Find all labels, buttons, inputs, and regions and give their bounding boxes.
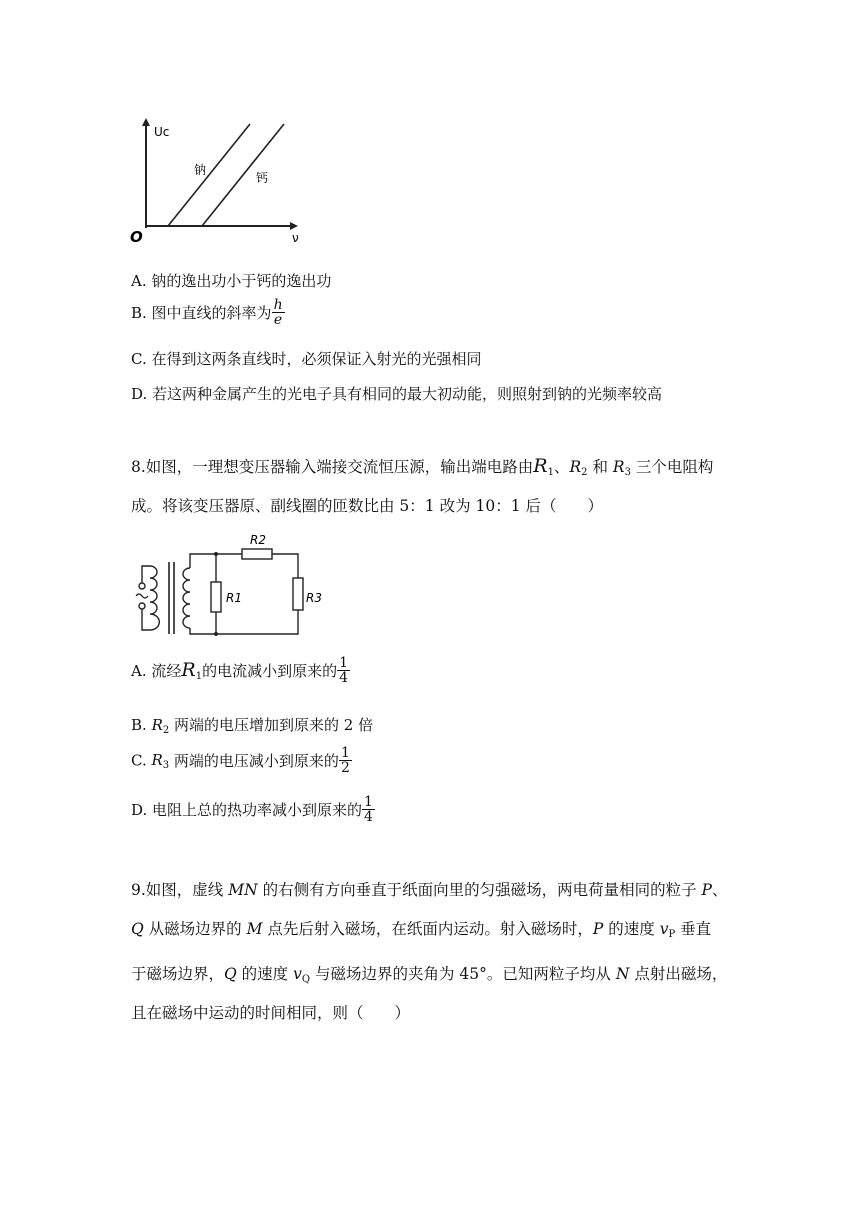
resistor-r1-symbol xyxy=(181,659,202,681)
q8-stem-text-2: 成。将该变压器原、副线圈的匝数比由 5：1 改为 10：1 后（ ） xyxy=(131,497,604,515)
q8-option-c xyxy=(131,746,352,775)
r-subscript: 2 xyxy=(162,725,170,736)
q7-option-b-text: B. 图中直线的斜率为 xyxy=(131,304,272,322)
fraction-numerator: h xyxy=(273,297,283,313)
primary-coil xyxy=(150,566,159,630)
q8-option-c-label: C. xyxy=(131,751,152,770)
q9-particle-q: Q xyxy=(131,920,144,938)
q8-option-d-text: D. 电阻上总的热功率减小到原来的 xyxy=(131,801,363,819)
r2-label: R2 xyxy=(250,533,266,547)
r-subscript: 3 xyxy=(624,467,631,478)
q7-option-a xyxy=(131,270,331,291)
junction-dot-top xyxy=(214,552,218,556)
q8-option-a-text-2: 的电流减小到原来的 xyxy=(202,662,338,680)
q8-option-b-label: B. xyxy=(131,716,152,734)
q9-velocity-p xyxy=(660,920,676,938)
r-subscript: 2 xyxy=(581,467,588,478)
q8-option-a xyxy=(131,656,350,685)
q8-separator: 、 xyxy=(553,458,570,476)
v-subscript: Q xyxy=(301,974,311,985)
y-axis-label: Uc xyxy=(154,125,170,139)
r-letter: R xyxy=(151,750,163,769)
fraction-numerator: 1 xyxy=(339,655,348,671)
q7-option-d-text: D. 若这两种金属产生的光电子具有相同的最大初动能，则照射到钠的光频率较高 xyxy=(131,385,663,403)
q9-particle-q: Q xyxy=(224,965,237,983)
q9-point-n: N xyxy=(615,965,630,983)
junction-dot-bottom xyxy=(214,632,218,636)
q9-text: 9.如图，虚线 xyxy=(131,881,229,899)
source-terminal-bottom xyxy=(139,603,145,609)
stopping-voltage-graph xyxy=(128,118,308,246)
resistor-r2-symbol xyxy=(152,716,170,734)
r3-label: R3 xyxy=(306,591,322,605)
q8-option-c-text: 两端的电压减小到原来的 xyxy=(169,752,339,770)
r-subscript: 1 xyxy=(547,467,554,478)
y-axis-arrow xyxy=(142,118,150,126)
q8-stem-text: 8.如图，一理想变压器输入端接交流恒压源，输出端电路由 xyxy=(131,458,534,476)
secondary-bottom-wire xyxy=(190,610,298,634)
x-axis-label: ν xyxy=(292,231,299,245)
fraction-denominator: 4 xyxy=(339,670,348,686)
r-letter: R xyxy=(181,659,196,681)
q8-option-a-fraction xyxy=(337,656,350,685)
resistor-r1-symbol xyxy=(533,455,554,477)
q7-option-b xyxy=(131,298,285,327)
q8-option-b xyxy=(131,714,373,736)
q9-point-m: M xyxy=(246,920,263,938)
q9-text: 且在磁场中运动的时间相同，则（ ） xyxy=(131,1004,411,1022)
resistor-r3-symbol xyxy=(151,751,169,769)
sodium-label: 钠 xyxy=(194,163,207,177)
q9-stem-line-4 xyxy=(131,1001,410,1023)
fraction-denominator: e xyxy=(273,312,283,328)
q8-option-c-fraction xyxy=(339,746,352,775)
source-tilde xyxy=(136,594,148,598)
fraction-numerator: 1 xyxy=(340,745,350,761)
fraction-denominator: 2 xyxy=(340,760,350,776)
r-letter: R xyxy=(151,716,163,734)
resistor-r3-symbol xyxy=(613,458,631,476)
transformer-circuit-diagram xyxy=(128,530,338,644)
v-subscript: P xyxy=(668,929,676,940)
sodium-line xyxy=(168,124,250,226)
v-letter: v xyxy=(293,965,302,983)
q9-text: 从磁场边界的 xyxy=(143,920,247,938)
v-letter: v xyxy=(659,920,669,938)
q9-text: 的速度 xyxy=(236,965,294,983)
resistor-r1 xyxy=(211,582,221,612)
r-subscript: 1 xyxy=(195,671,203,682)
q8-option-d-fraction xyxy=(362,795,375,824)
r-letter: R xyxy=(569,458,582,476)
r2-right-wire xyxy=(272,554,298,578)
q9-text: 、 xyxy=(711,881,728,899)
secondary-coil xyxy=(183,568,190,628)
source-terminal-top xyxy=(139,583,145,589)
q9-mn: MN xyxy=(228,881,258,899)
q9-text: 垂直 xyxy=(675,920,712,938)
q8-option-d xyxy=(131,795,375,824)
q9-stem-line-1 xyxy=(131,878,727,900)
calcium-label: 钙 xyxy=(256,171,269,185)
x-axis-arrow xyxy=(290,222,298,230)
r-subscript: 3 xyxy=(162,759,170,771)
q9-text: 的速度 xyxy=(603,920,660,938)
r-letter: R xyxy=(533,455,548,477)
resistor-r2 xyxy=(242,549,272,559)
r-letter: R xyxy=(612,458,625,476)
q8-option-b-text: 两端的电压增加到原来的 2 倍 xyxy=(169,716,374,734)
q8-conjunction: 和 xyxy=(587,458,613,476)
q9-particle-p: P xyxy=(592,920,604,938)
q8-stem-text-end: 三个电阻构 xyxy=(630,458,714,476)
fraction-numerator: 1 xyxy=(364,794,373,810)
q9-particle-p: P xyxy=(701,881,712,899)
q8-stem-line-2 xyxy=(131,494,603,516)
q9-text: 与磁场边界的夹角为 45°。已知两粒子均从 xyxy=(310,965,616,983)
q7-option-d xyxy=(131,383,662,404)
resistor-r3 xyxy=(293,578,303,610)
q7-option-b-fraction xyxy=(272,298,285,327)
q8-option-a-text: A. 流经 xyxy=(131,662,182,680)
resistor-r2-symbol xyxy=(570,458,588,476)
q7-option-c-text: C. 在得到这两条直线时，必须保证入射光的光强相同 xyxy=(131,350,482,368)
r1-label: R1 xyxy=(226,591,242,605)
q9-stem-line-3 xyxy=(131,962,727,985)
q9-text: 的右侧有方向垂直于纸面向里的匀强磁场，两电荷量相同的粒子 xyxy=(257,881,702,899)
q9-text: 于磁场边界， xyxy=(131,965,225,983)
q9-text: 点射出磁场， xyxy=(629,965,728,983)
q9-stem-line-2 xyxy=(131,917,711,940)
q7-option-c xyxy=(131,348,481,369)
origin-label: O xyxy=(130,228,143,246)
q8-stem-line-1 xyxy=(131,455,713,478)
q9-text: 点先后射入磁场，在纸面内运动。射入磁场时， xyxy=(262,920,593,938)
q9-velocity-q xyxy=(293,965,310,983)
fraction-denominator: 4 xyxy=(364,809,373,825)
calcium-line xyxy=(202,124,284,226)
q7-option-a-text: A. 钠的逸出功小于钙的逸出功 xyxy=(131,272,332,290)
